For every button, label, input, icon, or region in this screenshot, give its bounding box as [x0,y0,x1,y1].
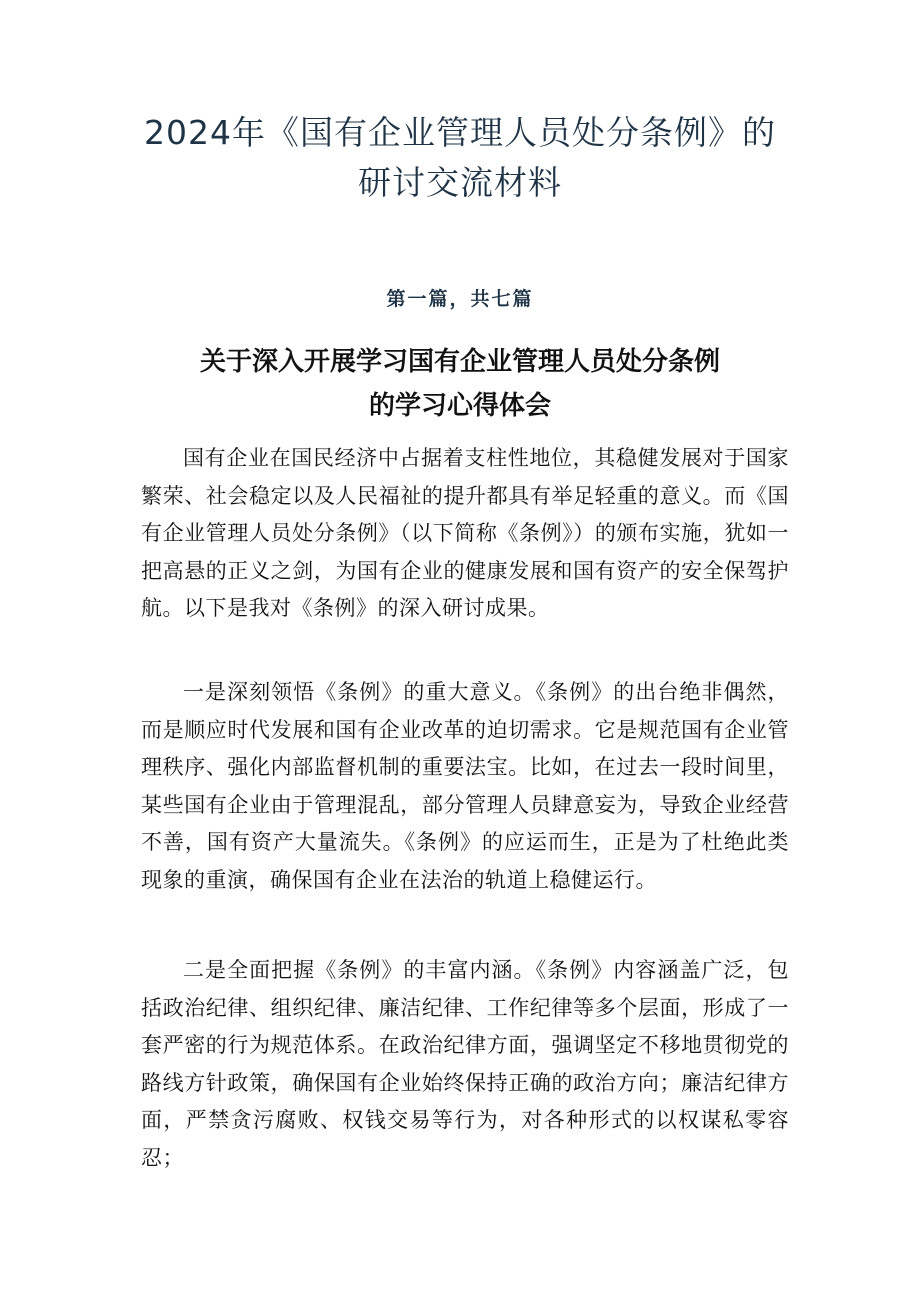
body-paragraph-2 [141,674,789,899]
document-title-line-2: 研讨交流材料 [358,163,562,202]
article-title [0,340,920,428]
section-label: 第一篇，共七篇 [386,288,534,310]
body-paragraph-1 [141,440,789,628]
body-paragraph-3 [141,952,789,1177]
document-title [0,108,920,208]
paragraph-text: 二是全面把握《条例》的丰富内涵。《条例》内容涵盖广泛，包括政治纪律、组织纪律、廉洁纪律、工作纪律等多个层面，形成了一套严密的行为规范体系。在政治纪律方面，强调坚定不移地贯彻党的路线方针政策，确保国有企业始终保持正确的政治方向；廉洁纪律方面，严禁贪污腐败、权钱交易等行为，对各种形式的以权谋私零容忍； [141,958,789,1170]
article-title-line-2: 的学习心得体会 [368,391,551,421]
document-title-line-1: 2024年《国有企业管理人员处分条例》的 [144,113,776,152]
paragraph-text: 一是深刻领悟《条例》的重大意义。《条例》的出台绝非偶然，而是顺应时代发展和国有企业改革的迫切需求。它是规范国有企业管理秩序、强化内部监督机制的重要法宝。比如，在过去一段时间里，某些国有企业由于管理混乱，部分管理人员肆意妄为，导致企业经营不善，国有资产大量流失。《条例》的应运而生，正是为了杜绝此类现象的重演，确保国有企业在法治的轨道上稳健运行。 [141,680,789,892]
article-title-line-1: 关于深入开展学习国有企业管理人员处分条例 [199,347,720,377]
paragraph-text: 国有企业在国民经济中占据着支柱性地位，其稳健发展对于国家繁荣、社会稳定以及人民福祉的提升都具有举足轻重的意义。而《国有企业管理人员处分条例》（以下简称《条例》）的颁布实施，犹如一把高悬的正义之剑，为国有企业的健康发展和国有资产的安全保驾护航。以下是我对《条例》的深入研讨成果。 [141,446,789,620]
